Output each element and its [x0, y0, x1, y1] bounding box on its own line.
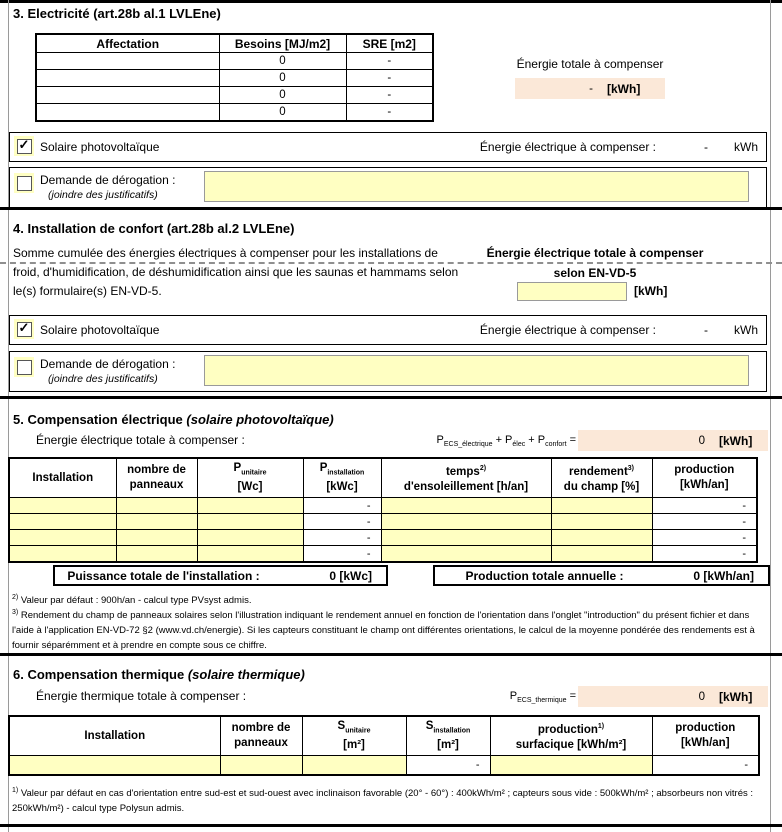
total-power-footer	[53, 565, 388, 586]
col-header-s-unitaire: $S_{unitaire}$ [m²]	[302, 716, 406, 756]
section5-result-box	[578, 430, 768, 451]
temps-input-cell[interactable]	[381, 546, 551, 563]
p-unitaire-input-cell[interactable]	[197, 530, 303, 546]
formula-term: + P	[525, 434, 546, 446]
checkbox-highlight-pad	[14, 319, 34, 339]
right-border-line	[770, 0, 771, 832]
nb-panneaux-input-cell[interactable]	[220, 756, 302, 776]
derogation-label: Demande de dérogation :	[40, 173, 176, 187]
col-header-p-unitaire: $P_{unitaire}$ [Wc]	[197, 458, 303, 498]
total-electric-unit: [kWh]	[634, 284, 668, 298]
p-unitaire-input-cell[interactable]	[197, 546, 303, 563]
affectation-table	[35, 33, 434, 122]
section-separator-line	[0, 824, 782, 827]
section6-result-value: 0	[698, 690, 705, 703]
nb-panneaux-input-cell[interactable]	[116, 530, 197, 546]
formula-subscript: confort	[545, 441, 567, 449]
rendement-input-cell[interactable]	[551, 514, 652, 530]
table-row	[36, 53, 433, 70]
production-cell: -	[652, 498, 757, 514]
col-header-nb-panneaux: nombre de panneaux	[220, 716, 302, 756]
production-cell: -	[652, 546, 757, 563]
footnote-marker: 2)	[12, 594, 19, 601]
section4-title: 4. Installation de confort (art.28b al.2 LVLEne)	[13, 221, 295, 236]
affectation-cell	[36, 104, 219, 122]
sre-cell: -	[346, 53, 433, 70]
section-separator-line	[0, 653, 782, 656]
section5-result-value: 0	[698, 434, 705, 447]
table-row	[36, 87, 433, 104]
total-energy-unit: [kWh]	[607, 81, 641, 96]
col-header-nb-panneaux: nombre de panneaux	[116, 458, 197, 498]
p-installation-cell: -	[303, 514, 381, 530]
p-unitaire-input-cell[interactable]	[197, 498, 303, 514]
formula-subscript: ECS_thermique	[517, 697, 567, 705]
temps-input-cell[interactable]	[381, 530, 551, 546]
section-separator-line	[0, 396, 782, 399]
total-energy-value: -	[589, 82, 593, 95]
derogation-row	[9, 167, 767, 208]
section6-title-main: 6. Compensation thermique	[13, 667, 185, 682]
section4-paragraph: Somme cumulée des énergies électriques à compenser pour les installations de froid, d'humidification, de déshumidification ainsi que les saunas et hammams selon le(s) formulaire(s) EN-VD-5.	[13, 246, 459, 298]
derogation-input[interactable]	[204, 171, 749, 202]
rendement-input-cell[interactable]	[551, 530, 652, 546]
section6-title-italic: (solaire thermique)	[187, 667, 305, 682]
section6-title	[13, 667, 305, 682]
derogation-row	[9, 351, 767, 392]
rendement-input-cell[interactable]	[551, 546, 652, 563]
formula-equals: =	[566, 434, 576, 446]
footnote-1	[12, 783, 764, 816]
total-electric-label-line2: selon EN-VD-5	[553, 266, 637, 280]
col-header-installation: Installation	[9, 458, 116, 498]
production-cell: -	[652, 530, 757, 546]
pv-installation-table	[8, 457, 758, 563]
total-production-value: 0 [kWh/an]	[693, 568, 754, 583]
affectation-cell	[36, 53, 219, 70]
nb-panneaux-input-cell[interactable]	[116, 514, 197, 530]
pv-checkbox-row	[9, 132, 767, 162]
table-row	[9, 756, 759, 776]
solar-pv-label: Solaire photovoltaïque	[40, 323, 160, 337]
electric-compensate-unit: kWh	[734, 323, 758, 337]
pv-sum-formula	[360, 434, 576, 448]
temps-input-cell[interactable]	[381, 498, 551, 514]
footnote-marker: 1)	[12, 787, 19, 794]
nb-panneaux-input-cell[interactable]	[116, 546, 197, 563]
table-row	[9, 514, 757, 530]
affectation-cell	[36, 87, 219, 104]
col-header-sre: SRE [m2]	[346, 34, 433, 53]
thermal-formula	[420, 690, 576, 704]
checkbox-highlight-pad	[14, 173, 34, 193]
col-header-production: production [kWh/an]	[652, 716, 759, 756]
production-cell: -	[652, 756, 759, 776]
electric-compensate-label: Énergie électrique à compenser :	[479, 140, 656, 154]
table-row	[36, 70, 433, 87]
table-row	[36, 104, 433, 122]
sre-cell: -	[346, 87, 433, 104]
col-header-production: production [kWh/an]	[652, 458, 757, 498]
formula-subscript: élec	[512, 441, 526, 449]
derogation-checkbox[interactable]	[17, 176, 32, 191]
p-unitaire-input-cell[interactable]	[197, 514, 303, 530]
electric-compensate-unit: kWh	[734, 140, 758, 154]
footnote-marker: 3)	[12, 609, 19, 616]
table-header-row	[9, 716, 759, 756]
section6-result-box	[578, 686, 768, 707]
derogation-note: (joindre des justificatifs)	[48, 189, 158, 201]
electric-compensate-value: -	[704, 323, 708, 337]
installation-input-cell[interactable]	[9, 546, 116, 563]
table-row	[9, 498, 757, 514]
total-power-value: 0 [kWc]	[329, 568, 372, 583]
formula-equals: =	[566, 690, 576, 702]
formula-subscript: ECS_électrique	[443, 441, 493, 449]
sre-cell: -	[346, 70, 433, 87]
section3-title: 3. Electricité (art.28b al.1 LVLEne)	[13, 6, 221, 21]
solar-pv-label: Solaire photovoltaïque	[40, 140, 160, 154]
formula-term: P	[509, 690, 518, 702]
formula-term: P	[436, 434, 444, 446]
col-header-temps-ensoleillement: temps$^{2)}$ d'ensoleillement [h/an]	[381, 458, 551, 498]
solar-pv-checkbox[interactable]	[17, 139, 32, 154]
sre-cell: -	[346, 104, 433, 122]
s-installation-cell: -	[406, 756, 490, 776]
solar-pv-checkbox[interactable]	[17, 322, 32, 337]
installation-input-cell[interactable]	[9, 514, 116, 530]
derogation-checkbox[interactable]	[17, 360, 32, 375]
derogation-note: (joindre des justificatifs)	[48, 373, 158, 385]
footnote-3	[12, 605, 764, 653]
col-header-s-installation: $S_{installation}$ [m²]	[406, 716, 490, 756]
s-unitaire-input-cell[interactable]	[302, 756, 406, 776]
installation-input-cell[interactable]	[9, 530, 116, 546]
affectation-cell	[36, 70, 219, 87]
total-power-label: Puissance totale de l'installation :	[67, 568, 260, 583]
pv-checkbox-row	[9, 315, 767, 345]
total-electric-input[interactable]	[517, 282, 627, 301]
p-installation-cell: -	[303, 530, 381, 546]
electric-compensate-label: Énergie électrique à compenser :	[479, 323, 656, 337]
formula-term: + P	[492, 434, 513, 446]
footnote-text: Valeur par défaut en cas d'orientation entre sud-est et sud-ouest avec inclinaison favorable (20° - 60°) : 400kWh/m² ; capteurs sous vide : 500kWh/m² ; absorbeurs non vitrés : 250kWh/m²) - calcul type Polysun admis.	[12, 788, 754, 815]
col-header-installation: Installation	[9, 716, 220, 756]
total-energy-result-box	[515, 78, 665, 99]
section6-total-label: Énergie thermique totale à compenser :	[36, 689, 247, 703]
rendement-input-cell[interactable]	[551, 498, 652, 514]
installation-input-cell[interactable]	[9, 756, 220, 776]
electric-compensate-value: -	[704, 140, 708, 154]
footnote-text: Rendement du champ de panneaux solaires selon l'illustration indiquant le rendement annuel en fonction de l'orientation dans l'onglet "introduction" du présent fichier et dans l'aide à l'application EN-VD-72 §2 (www.vd.ch/energie). Si les capteurs constituant le champ ont différentes orientations, le calcul de la moyenne pondérée des rendements est à fournir séparémment et à prendre en compte sous ce chiffre.	[12, 610, 755, 652]
total-production-label: Production totale annuelle :	[465, 568, 624, 583]
col-header-affectation: Affectation	[36, 34, 219, 53]
top-border-line	[0, 0, 782, 3]
production-cell: -	[652, 514, 757, 530]
section5-title-main: 5. Compensation électrique	[13, 412, 183, 427]
col-header-production-surfacique: production$^{1)}$ surfacique [kWh/m²]	[490, 716, 652, 756]
temps-input-cell[interactable]	[381, 514, 551, 530]
section5-title-italic: (solaire photovoltaïque)	[186, 412, 334, 427]
thermal-installation-table	[8, 715, 760, 776]
section6-result-unit: [kWh]	[719, 689, 753, 704]
table-row	[9, 530, 757, 546]
besoins-cell: 0	[219, 70, 346, 87]
installation-input-cell[interactable]	[9, 498, 116, 514]
total-electric-label-line1: Énergie électrique totale à compenser	[486, 246, 704, 260]
checkbox-highlight-pad	[14, 357, 34, 377]
total-energy-label: Énergie totale à compenser	[516, 57, 664, 71]
checkbox-highlight-pad	[14, 136, 34, 156]
production-surfacique-input-cell[interactable]	[490, 756, 652, 776]
besoins-cell: 0	[219, 53, 346, 70]
col-header-besoins: Besoins [MJ/m2]	[219, 34, 346, 53]
p-installation-cell: -	[303, 546, 381, 563]
derogation-label: Demande de dérogation :	[40, 357, 176, 371]
p-installation-cell: -	[303, 498, 381, 514]
section5-result-unit: [kWh]	[719, 433, 753, 448]
nb-panneaux-input-cell[interactable]	[116, 498, 197, 514]
table-header-row	[9, 458, 757, 498]
col-header-p-installation: $P_{installation}$ [kWc]	[303, 458, 381, 498]
footnote-text: Valeur par défaut : 900h/an - calcul type PVsyst admis.	[20, 595, 252, 607]
section5-total-label: Énergie électrique totale à compenser :	[36, 433, 245, 447]
derogation-input[interactable]	[204, 355, 749, 386]
left-border-line	[8, 0, 9, 832]
col-header-rendement: rendement$^{3)}$ du champ [%]	[551, 458, 652, 498]
total-production-footer	[433, 565, 770, 586]
besoins-cell: 0	[219, 104, 346, 122]
table-row	[9, 546, 757, 563]
section5-title	[13, 412, 334, 427]
table-header-row	[36, 34, 433, 53]
besoins-cell: 0	[219, 87, 346, 104]
